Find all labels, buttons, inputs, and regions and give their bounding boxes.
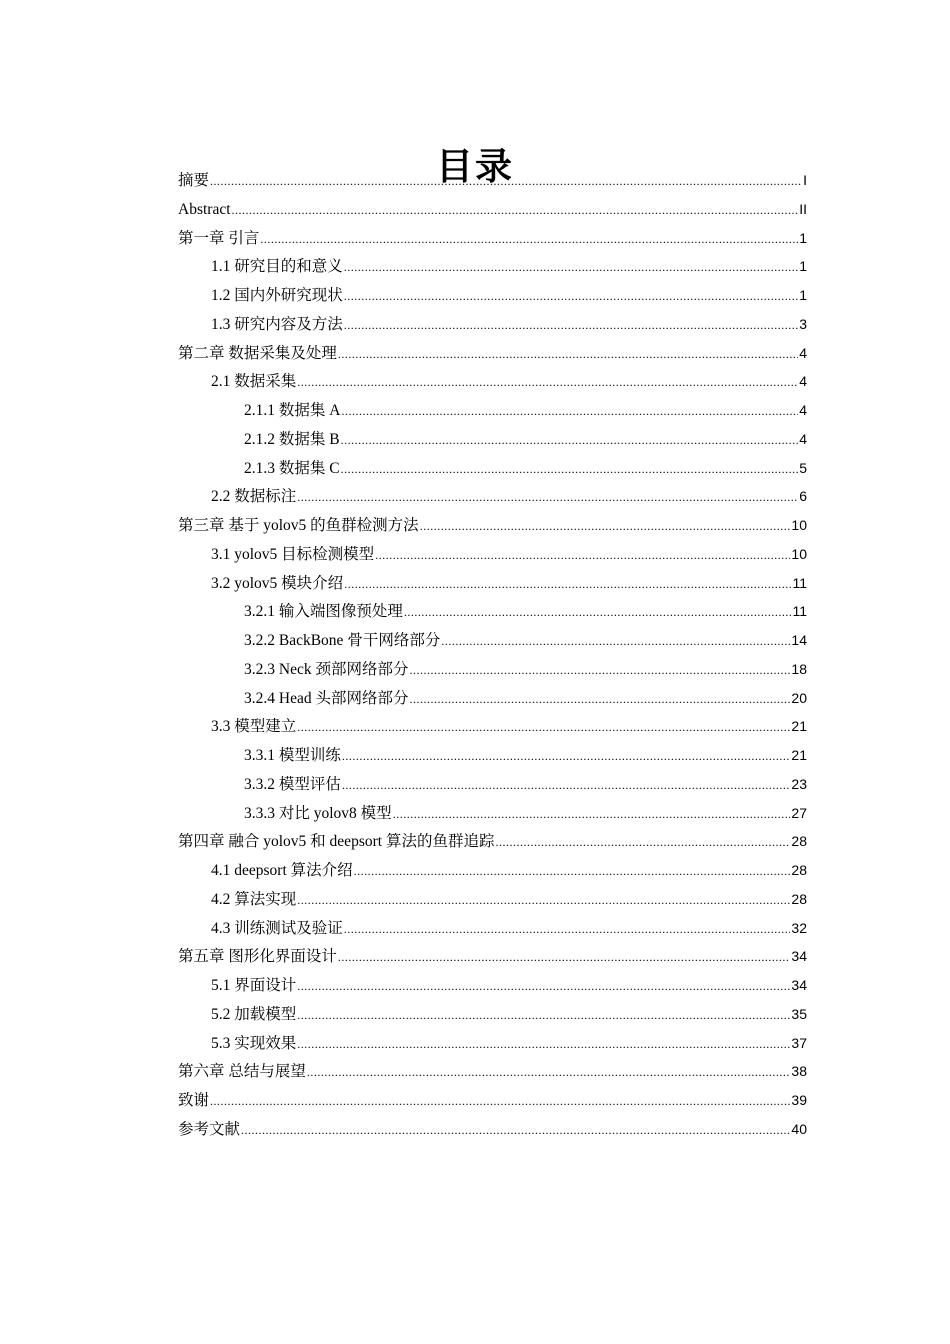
toc-page-number: 11 <box>792 603 807 620</box>
toc-entry-label: 4.1 deepsort 算法介绍 <box>211 862 353 879</box>
toc-page-number: 34 <box>791 948 807 965</box>
toc-page-number: II <box>799 200 807 217</box>
toc-page-number: 1 <box>799 287 807 303</box>
toc-entry-label: 1.1 研究目的和意义 <box>211 258 343 276</box>
toc-dot-leader <box>297 713 790 742</box>
toc-entry-label: 第六章 总结与展望 <box>178 1063 306 1081</box>
toc-dot-leader <box>341 397 798 426</box>
toc-entry[interactable] <box>178 971 807 1000</box>
toc-entry-label: Abstract <box>178 200 231 218</box>
toc-entry[interactable] <box>178 741 807 770</box>
toc-page-number: 1 <box>799 229 807 246</box>
toc-dot-leader <box>354 857 791 886</box>
toc-page-number: 35 <box>791 1005 807 1022</box>
toc-entry[interactable] <box>178 684 807 713</box>
toc-entry[interactable] <box>178 1086 807 1115</box>
toc-entry[interactable] <box>178 425 807 454</box>
toc-entry-label: 3.3.2 模型评估 <box>244 775 341 793</box>
toc-dot-leader <box>409 685 790 714</box>
toc-entry[interactable] <box>178 626 807 655</box>
toc-entry-label: 第三章 基于 yolov5 的鱼群检测方法 <box>178 517 419 534</box>
toc-entry-label: 1.2 国内外研究现状 <box>211 287 343 304</box>
toc-entry-label: 3.2 yolov5 模块介绍 <box>211 574 344 592</box>
toc-entry[interactable] <box>178 914 807 943</box>
toc-entry[interactable] <box>178 712 807 741</box>
toc-entry-label: 1.3 研究内容及方法 <box>211 315 343 333</box>
toc-page-number: 28 <box>791 862 807 878</box>
toc-entry-label: 4.3 训练测试及验证 <box>211 919 343 937</box>
toc-entry-label: 3.2.3 Neck 颈部网络部分 <box>244 660 409 678</box>
toc-dot-leader <box>297 483 798 512</box>
toc-dot-leader <box>260 225 798 254</box>
toc-entry[interactable] <box>178 540 807 569</box>
toc-entry[interactable] <box>178 454 807 483</box>
toc-page-number: 3 <box>799 315 807 332</box>
toc-page-number: 6 <box>799 488 807 505</box>
toc-entry[interactable] <box>178 1115 807 1144</box>
toc-page-number: 4 <box>799 402 807 418</box>
toc-dot-leader <box>232 196 799 225</box>
toc-entry-label: 3.2.1 输入端图像预处理 <box>244 603 403 621</box>
toc-dot-leader <box>297 886 790 915</box>
toc-entry-label: 3.2.4 Head 头部网络部分 <box>244 689 409 707</box>
toc-entry[interactable] <box>178 597 807 626</box>
toc-dot-leader <box>344 570 791 599</box>
toc-page-number: 39 <box>791 1092 807 1108</box>
toc-page-number: 14 <box>791 632 807 648</box>
toc-entry-label: 2.1.2 数据集 B <box>244 430 340 448</box>
toc-entry-label: 参考文献 <box>178 1120 241 1138</box>
toc-page-number: 27 <box>791 804 807 821</box>
toc-dot-leader <box>297 972 790 1001</box>
toc-page-number: 28 <box>791 890 807 907</box>
toc-entry-label: 3.2.2 BackBone 骨干网络部分 <box>244 632 441 649</box>
toc-page-number: 21 <box>791 718 807 735</box>
toc-entry-label: 3.3.1 模型训练 <box>244 747 341 764</box>
toc-entry[interactable] <box>178 396 807 425</box>
toc-entry[interactable] <box>178 569 807 598</box>
toc-entry[interactable] <box>178 827 807 856</box>
toc-dot-leader <box>344 311 798 340</box>
toc-page-number: 4 <box>799 430 807 447</box>
toc-page-number: 10 <box>791 545 807 562</box>
toc-entry-label: 3.1 yolov5 目标检测模型 <box>211 545 375 563</box>
toc-entry-label: 3.3.3 对比 yolov8 模型 <box>244 804 392 822</box>
toc-dot-leader <box>338 340 798 369</box>
toc-dot-leader <box>375 541 790 570</box>
toc-entry[interactable] <box>178 1057 807 1086</box>
toc-entry[interactable] <box>178 224 807 253</box>
toc-page-number: 5 <box>799 459 807 476</box>
toc-entry-label: 第四章 融合 yolov5 和 deepsort 算法的鱼群追踪 <box>178 833 495 851</box>
toc-entry-label: 5.2 加载模型 <box>211 1005 297 1023</box>
toc-page-number: 40 <box>791 1120 807 1137</box>
toc-page-number: 34 <box>791 977 807 993</box>
toc-dot-leader <box>338 943 791 972</box>
toc-entry-label: 5.3 实现效果 <box>211 1034 297 1052</box>
toc-entry[interactable] <box>178 655 807 684</box>
page-title: 目录 <box>436 144 514 188</box>
toc-page-number: 4 <box>799 344 807 361</box>
toc-entry-label: 第一章 引言 <box>178 229 260 247</box>
toc-entry[interactable] <box>178 482 807 511</box>
toc-dot-leader <box>344 253 798 282</box>
toc-dot-leader <box>342 742 791 771</box>
toc-dot-leader <box>344 915 791 944</box>
toc-page-number: 10 <box>791 517 807 533</box>
toc-entry[interactable] <box>178 1029 807 1058</box>
toc-entry-label: 2.1.3 数据集 C <box>244 459 340 477</box>
toc-entry[interactable] <box>178 942 807 971</box>
toc-entry-label: 2.1 数据采集 <box>211 373 297 391</box>
toc-dot-leader <box>297 1001 790 1030</box>
toc-page-number: 37 <box>791 1034 807 1051</box>
toc-entry[interactable] <box>178 799 807 828</box>
toc-dot-leader <box>297 368 798 397</box>
toc-page-number: 38 <box>791 1063 807 1080</box>
toc-dot-leader <box>441 627 790 656</box>
toc-entry[interactable] <box>178 310 807 339</box>
toc-entry[interactable] <box>178 195 807 224</box>
toc-page-number: 21 <box>791 747 807 763</box>
toc-dot-leader <box>495 828 790 857</box>
toc-page-number: I <box>803 172 807 188</box>
toc-page-number: 18 <box>791 660 807 677</box>
table-of-contents <box>178 166 807 1144</box>
toc-page-number: 23 <box>791 775 807 792</box>
toc-dot-leader <box>241 1116 790 1145</box>
toc-entry[interactable] <box>178 1000 807 1029</box>
toc-dot-leader <box>342 771 791 800</box>
toc-dot-leader <box>307 1058 791 1087</box>
toc-page-number: 20 <box>791 689 807 706</box>
toc-dot-leader <box>393 800 791 829</box>
toc-page-number: 4 <box>799 373 807 390</box>
toc-entry[interactable] <box>178 281 807 310</box>
toc-dot-leader <box>404 598 792 627</box>
toc-page-number: 1 <box>799 258 807 275</box>
toc-entry[interactable] <box>178 885 807 914</box>
toc-dot-leader <box>344 282 798 311</box>
toc-entry[interactable] <box>178 856 807 885</box>
toc-page-number: 28 <box>791 833 807 850</box>
toc-page-number: 32 <box>791 919 807 936</box>
toc-page-number: 11 <box>792 574 807 591</box>
toc-entry-label: 5.1 界面设计 <box>211 977 297 994</box>
toc-entry-label: 3.3 模型建立 <box>211 718 297 736</box>
toc-dot-leader <box>341 455 799 484</box>
toc-dot-leader <box>409 656 790 685</box>
toc-entry-label: 第二章 数据采集及处理 <box>178 344 337 362</box>
toc-entry[interactable] <box>178 770 807 799</box>
toc-entry-label: 致谢 <box>178 1092 210 1109</box>
toc-dot-leader <box>210 1087 790 1116</box>
toc-entry-label: 第五章 图形化界面设计 <box>178 948 337 966</box>
toc-dot-leader <box>420 512 791 541</box>
toc-entry[interactable] <box>178 252 807 281</box>
toc-entry-label: 4.2 算法实现 <box>211 890 297 908</box>
toc-dot-leader <box>297 1030 790 1059</box>
toc-entry-label: 2.2 数据标注 <box>211 488 297 506</box>
toc-dot-leader <box>341 426 799 455</box>
toc-entry[interactable] <box>178 367 807 396</box>
toc-entry-label: 摘要 <box>178 172 210 189</box>
toc-entry[interactable] <box>178 511 807 540</box>
toc-dot-leader <box>210 167 802 196</box>
toc-entry[interactable] <box>178 339 807 368</box>
toc-entry-label: 2.1.1 数据集 A <box>244 402 341 419</box>
toc-entry[interactable] <box>178 166 807 195</box>
